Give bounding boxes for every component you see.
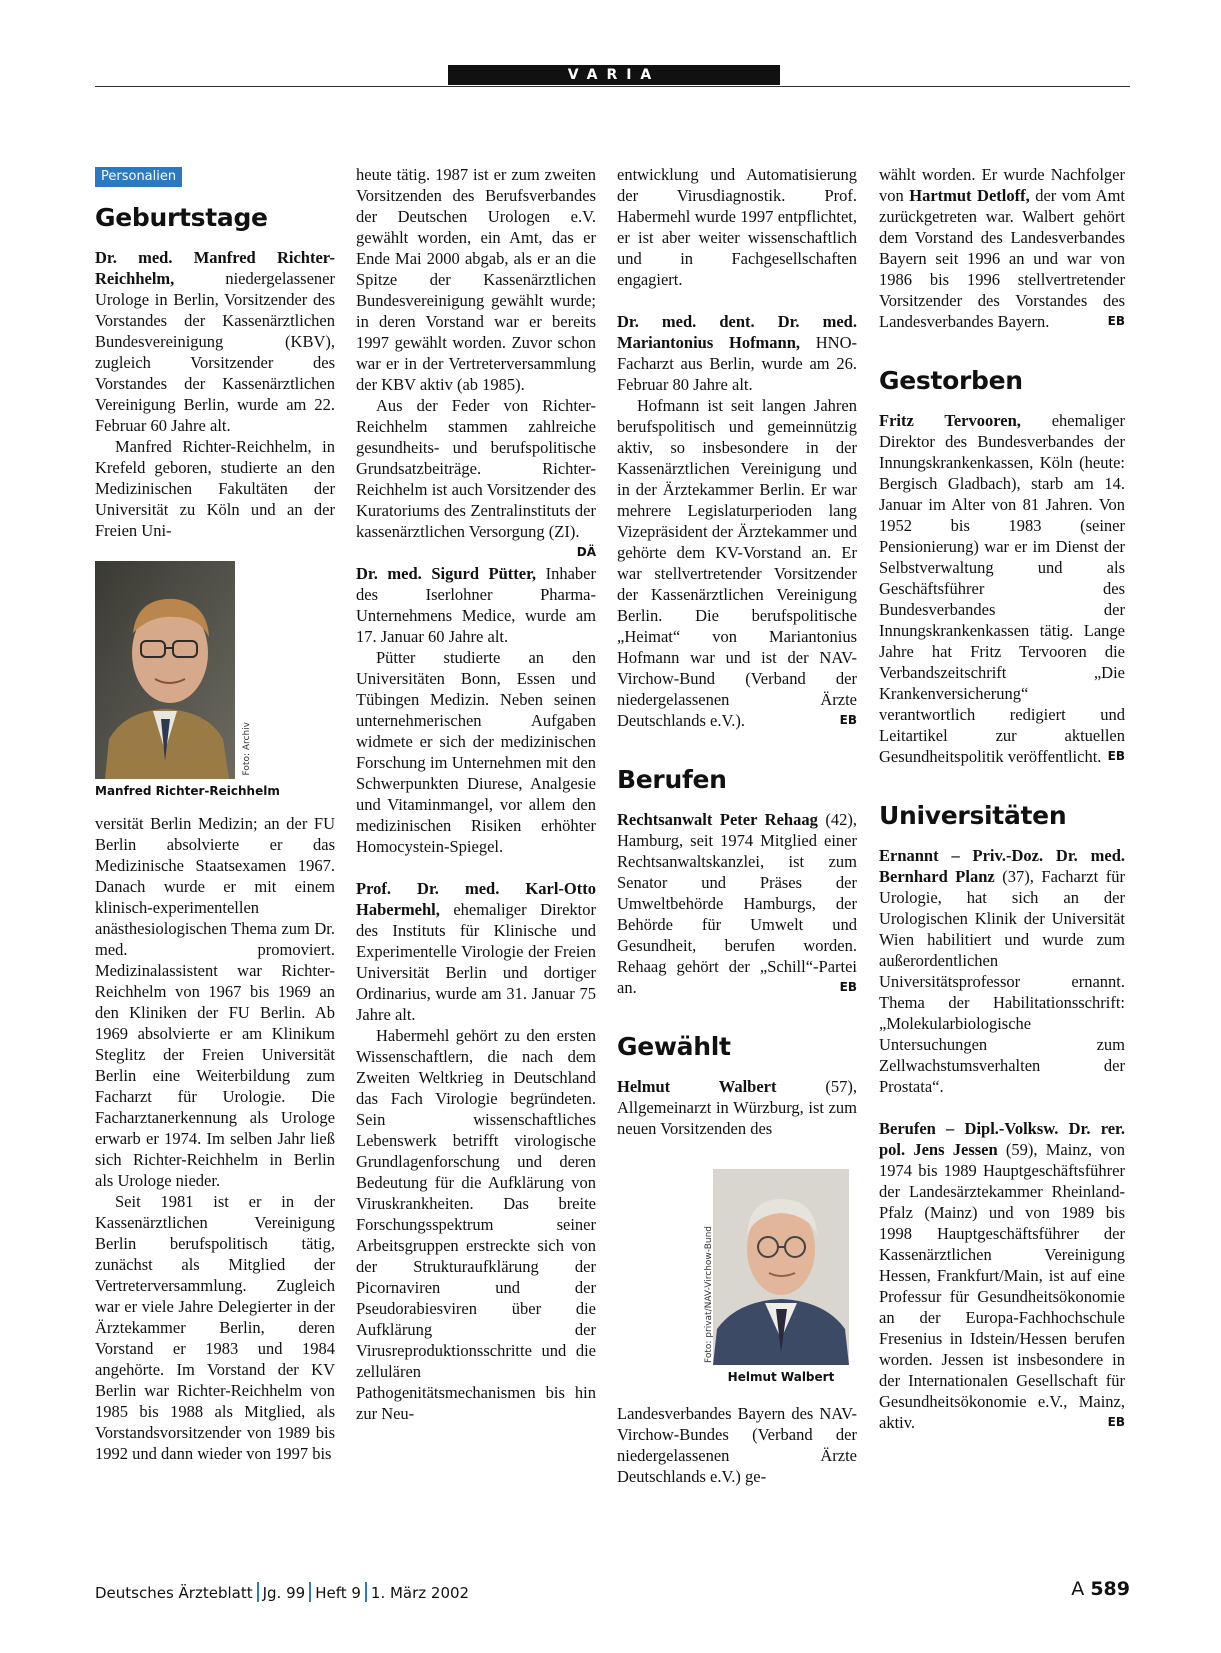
article-walbert: Helmut Walbert (57), Allgemeinarzt in Würzburg, ist zum neuen Vorsitzenden des <box>617 1077 857 1138</box>
article-paragraph: Landesverbandes Bayern des NAV-Virchow-Bundes (Verband der niedergelassenen Ärzte Deutschlands e.V.) ge- <box>617 1404 857 1486</box>
person-name: Prof. Dr. med. Karl-Otto Habermehl, <box>356 879 596 919</box>
article-paragraph: Manfred Richter-Reichhelm, in Krefeld geboren, studierte an den Medizinischen Fakultäten der Universität zu Köln und an der Freien Uni- <box>95 437 335 540</box>
footer-separator <box>257 1582 259 1602</box>
author-signature: EB <box>1107 1415 1125 1429</box>
author-signature: DÄ <box>576 545 596 559</box>
article-tervooren: Fritz Tervooren, ehemaliger Direktor des Bundesverbandes der Innungskrankenkassen, Köln (heute: Bergisch Gladbach), starb am 14. Januar im Alter von 81 Jahren. Von 1952 bis 1983 (seiner Pensionierung) war er im Dienst der Selbstverwaltung und als Geschäftsführer des Bundesverbandes der Innungskrankenkassen tätig. Lange Jahre hat Fritz Tervooren die Verbandszeitschrift „Die Krankenversicherung“ verantwortlich redigiert und Leitartikel zur aktuellen Gesundheitspolitik veröffentlicht. EB <box>879 411 1125 766</box>
article-paragraph: Hofmann ist seit langen Jahren berufspolitisch und gemeinnützig aktiv, so insbesondere in der Kassenärztlichen Vereinigung und in der Ärztekammer Berlin. Er war mehrere Legislaturperioden lang Vizepräsident der Ärztekammer und gehörte dem KV-Vorstand an. Er war stellvertretender Vorsitzender der Kassenärztlichen Vereinigung Berlin. Die berufspolitische „Heimat“ von Mariantonius Hofmann war und ist der NAV-Virchow-Bund (Verband der niedergelassenen Ärzte Deutschlands e.V.). EB <box>617 396 857 730</box>
article-paragraph: Seit 1981 ist er in der Kassenärztlichen Vereinigung Berlin berufspolitisch tätig, zunächst als Mitglied der Vertreterversammlung. Zugleich war er viele Jahre Delegierter in der Ärztekammer Berlin, deren Vorstand er 1983 und 1984 angehörte. Im Vorstand der KV Berlin war Richter-Reichhelm von 1985 bis 1988 als Mitglied, als Vorstandsvorsitzender von 1989 bis 1992 und dann wieder von 1997 bis <box>95 1192 335 1463</box>
portrait-photo <box>95 561 335 799</box>
photo-caption: Manfred Richter-Reichhelm <box>95 784 280 798</box>
article-hofmann: Dr. med. dent. Dr. med. Mariantonius Hofmann, HNO-Facharzt aus Berlin, wurde am 26. Februar 80 Jahre alt. <box>617 312 857 394</box>
article-paragraph: Pütter studierte an den Universitäten Bonn, Essen und Tübingen Medizin. Neben seinen unternehmerischen Aufgaben widmete er sich der medizinischen Forschung im Unternehmen mit den Schwerpunkten Diurese, Analgesie und Vitaminmangel, vor allem den medizinischen Risiken erhöhter Homocystein-Spiegel. <box>356 648 596 856</box>
article-paragraph: Aus der Feder von Richter-Reichhelm stammen zahlreiche gesundheits- und berufspolitische Grundsatzbeiträge. Richter-Reichhelm ist auch Vorsitzender des Kuratoriums des Zentralinstituts der kassenärztlichen Versorgung (ZI). DÄ <box>356 395 596 542</box>
page-title: Geburtstage <box>95 203 268 232</box>
journal-date: 1. März 2002 <box>370 1584 470 1602</box>
portrait-walbert <box>713 1169 849 1365</box>
journal-info <box>95 1582 469 1602</box>
page-footer <box>95 1580 1130 1604</box>
article-paragraph: entwicklung und Automatisierung der Virusdiagnostik. Prof. Habermehl wurde 1997 entpflichtet, er ist aber weiter wissenschaftlich und in Fachgesellschaften engagiert. <box>617 165 857 289</box>
category-tag: Personalien <box>95 167 182 187</box>
footer-separator <box>365 1582 367 1602</box>
article-paragraph: wählt worden. Er wurde Nachfolger von Hartmut Detloff, der vom Amt zurückgetreten war. Walbert gehört dem Vorstand des Landesverbandes Bayern seit 1996 an und war von 1986 bis 1996 stellvertretender Vorsitzender des Vorstandes des Landesverbandes Bayern. EB <box>879 165 1125 331</box>
person-name: Rechtsanwalt Peter Rehaag <box>617 810 818 829</box>
photo-caption: Helmut Walbert <box>727 1370 835 1384</box>
article-richter-reichhelm-intro: Dr. med. Manfred Richter-Reichhelm, niedergelassener Urologe in Berlin, Vorsitzender des Vorstandes der Kassenärztlichen Bundesvereinigung (KBV), zugleich Vorsitzender des Vorstandes der Kassenärztlichen Vereinigung Berlin, wurde am 22. Februar 60 Jahre alt. <box>95 248 335 435</box>
column-1 <box>95 164 335 1464</box>
section-banner: VARIA <box>448 65 780 85</box>
section-heading-gewaehlt: Gewählt <box>617 1032 731 1061</box>
person-name: Dr. med. Sigurd Pütter, <box>356 564 537 583</box>
author-signature: EB <box>1107 749 1125 763</box>
header-rule <box>95 86 1130 87</box>
section-heading-universitaeten: Universitäten <box>879 801 1067 830</box>
journal-volume: Jg. 99 <box>262 1584 306 1602</box>
article-paragraph-cont: versität Berlin Medizin; an der FU Berlin absolvierte er das Medizinische Staatsexamen 1967. Danach wurde er mit einem klinisch-experimentellen anästhesiologischen Thema zum Dr. med. promoviert. Medizinalassistent war Richter-Reichhelm von 1967 bis 1969 an den Kliniken der FU Berlin. Ab 1969 absolvierte er am Klinikum Steglitz der Freien Universität Berlin eine Weiterbildung zum Facharzt für Urologie. Die Facharztanerkennung als Urologe erwarb er 1974. Im selben Jahr ließ sich Richter-Reichhelm in Berlin als Urologe nieder. <box>95 814 335 1190</box>
person-name: Hartmut Detloff, <box>909 186 1030 205</box>
article-planz: Ernannt – Priv.-Doz. Dr. med. Bernhard Planz (37), Facharzt für Urologie, hat sich an der Urologischen Klinik der Universität Wien habilitiert und wurde zum außerordentlichen Universitätsprofessor ernannt. Thema der Habilitationsschrift: „Molekularbiologische Untersuchungen zum Zellwachstumsverhalten der Prostata“. <box>879 846 1126 1096</box>
author-signature: EB <box>839 713 857 727</box>
page-number: A 589 <box>1071 1578 1130 1600</box>
footer-separator <box>309 1582 311 1602</box>
photo-credit: Foto: Archiv <box>242 721 252 775</box>
column-4 <box>879 164 1125 1433</box>
section-heading-berufen: Berufen <box>617 765 727 794</box>
person-name: Fritz Tervooren, <box>879 411 1021 430</box>
portrait-photo <box>617 1169 857 1385</box>
article-paragraph: Habermehl gehört zu den ersten Wissenschaftlern, die nach dem Zweiten Weltkrieg in Deutschland das Fach Virologie begründeten. Sein wissenschaftliches Lebenswerk betrifft virologische Grundlagenforschung und deren Bedeutung für die Aufklärung von Viruskrankheiten. Das breite Forschungsspektrum seiner Arbeitsgruppen erstreckte sich von der Strukturaufklärung der Picornaviren und der Pseudorabiesviren über die Aufklärung der Virusreproduktionsschritte und die zellulären Pathogenitätsmechanismen bis hin zur Neu- <box>356 1026 596 1423</box>
article-rehaag: Rechtsanwalt Peter Rehaag (42), Hamburg, seit 1974 Mitglied einer Rechtsanwaltskanzlei, ist zum Senator und Präses der Umweltbehörde Hamburgs, der Behörde für Umwelt und Gesundheit, berufen worden. Rehaag gehört der „Schill“-Partei an. EB <box>617 810 857 997</box>
article-puetter: Dr. med. Sigurd Pütter, Inhaber des Iserlohner Pharma-Unternehmens Medice, wurde am 17. Januar 60 Jahre alt. <box>356 564 596 646</box>
author-signature: EB <box>839 980 857 994</box>
section-heading-gestorben: Gestorben <box>879 366 1023 395</box>
column-3 <box>617 164 857 1487</box>
journal-issue: Heft 9 <box>315 1584 361 1602</box>
person-name: Berufen – Dipl.-Volksw. Dr. rer. pol. Jens Jessen <box>879 1119 1125 1159</box>
person-name: Helmut Walbert <box>617 1077 777 1096</box>
person-name: Ernannt – Priv.-Doz. Dr. med. Bernhard Planz <box>879 846 1125 886</box>
portrait-richter-reichhelm <box>95 561 235 779</box>
column-2 <box>356 164 596 1424</box>
article-habermehl: Prof. Dr. med. Karl-Otto Habermehl, ehemaliger Direktor des Instituts für Klinische und Experimentelle Virologie der Freien Universität Berlin und dortiger Ordinarius, wurde am 31. Januar 75 Jahre alt. <box>356 879 596 1024</box>
person-name: Dr. med. Manfred Richter-Reichhelm, <box>95 248 335 288</box>
journal-name: Deutsches Ärzteblatt <box>95 1584 253 1602</box>
article-jessen: Berufen – Dipl.-Volksw. Dr. rer. pol. Jens Jessen (59), Mainz, von 1974 bis 1989 Hauptgeschäftsführer der Landesärztekammer Rheinland-Pfalz (Mainz) und von 1989 bis 1998 Hauptgeschäftsführer der Kassenärztlichen Vereinigung Hessen, Frankfurt/Main, ist auf eine Professur für Gesundheitsökonomie an der Europa-Fachhochschule Fresenius in Idstein/Hessen berufen worden. Jessen ist insbesondere in der Internationalen Gesellschaft für Gesundheitsökonomie e.V., Mainz, aktiv. EB <box>879 1119 1125 1432</box>
person-name: Dr. med. dent. Dr. med. Mariantonius Hofmann, <box>617 312 857 352</box>
photo-credit: Foto: privat/NAV-Virchow-Bund <box>704 1226 714 1363</box>
article-paragraph: heute tätig. 1987 ist er zum zweiten Vorsitzenden des Berufsverbandes der Deutschen Urologen e.V. gewählt worden, ein Amt, das er Ende Mai 2000 abgab, als er an die Spitze der Kassenärztlichen Bundesvereinigung gewählt wurde; in deren Vorstand war er bereits 1997 gewählt worden. Zuvor schon war er in der Vertreterversammlung der KBV aktiv (ab 1985). <box>356 165 596 394</box>
author-signature: EB <box>1107 314 1125 328</box>
